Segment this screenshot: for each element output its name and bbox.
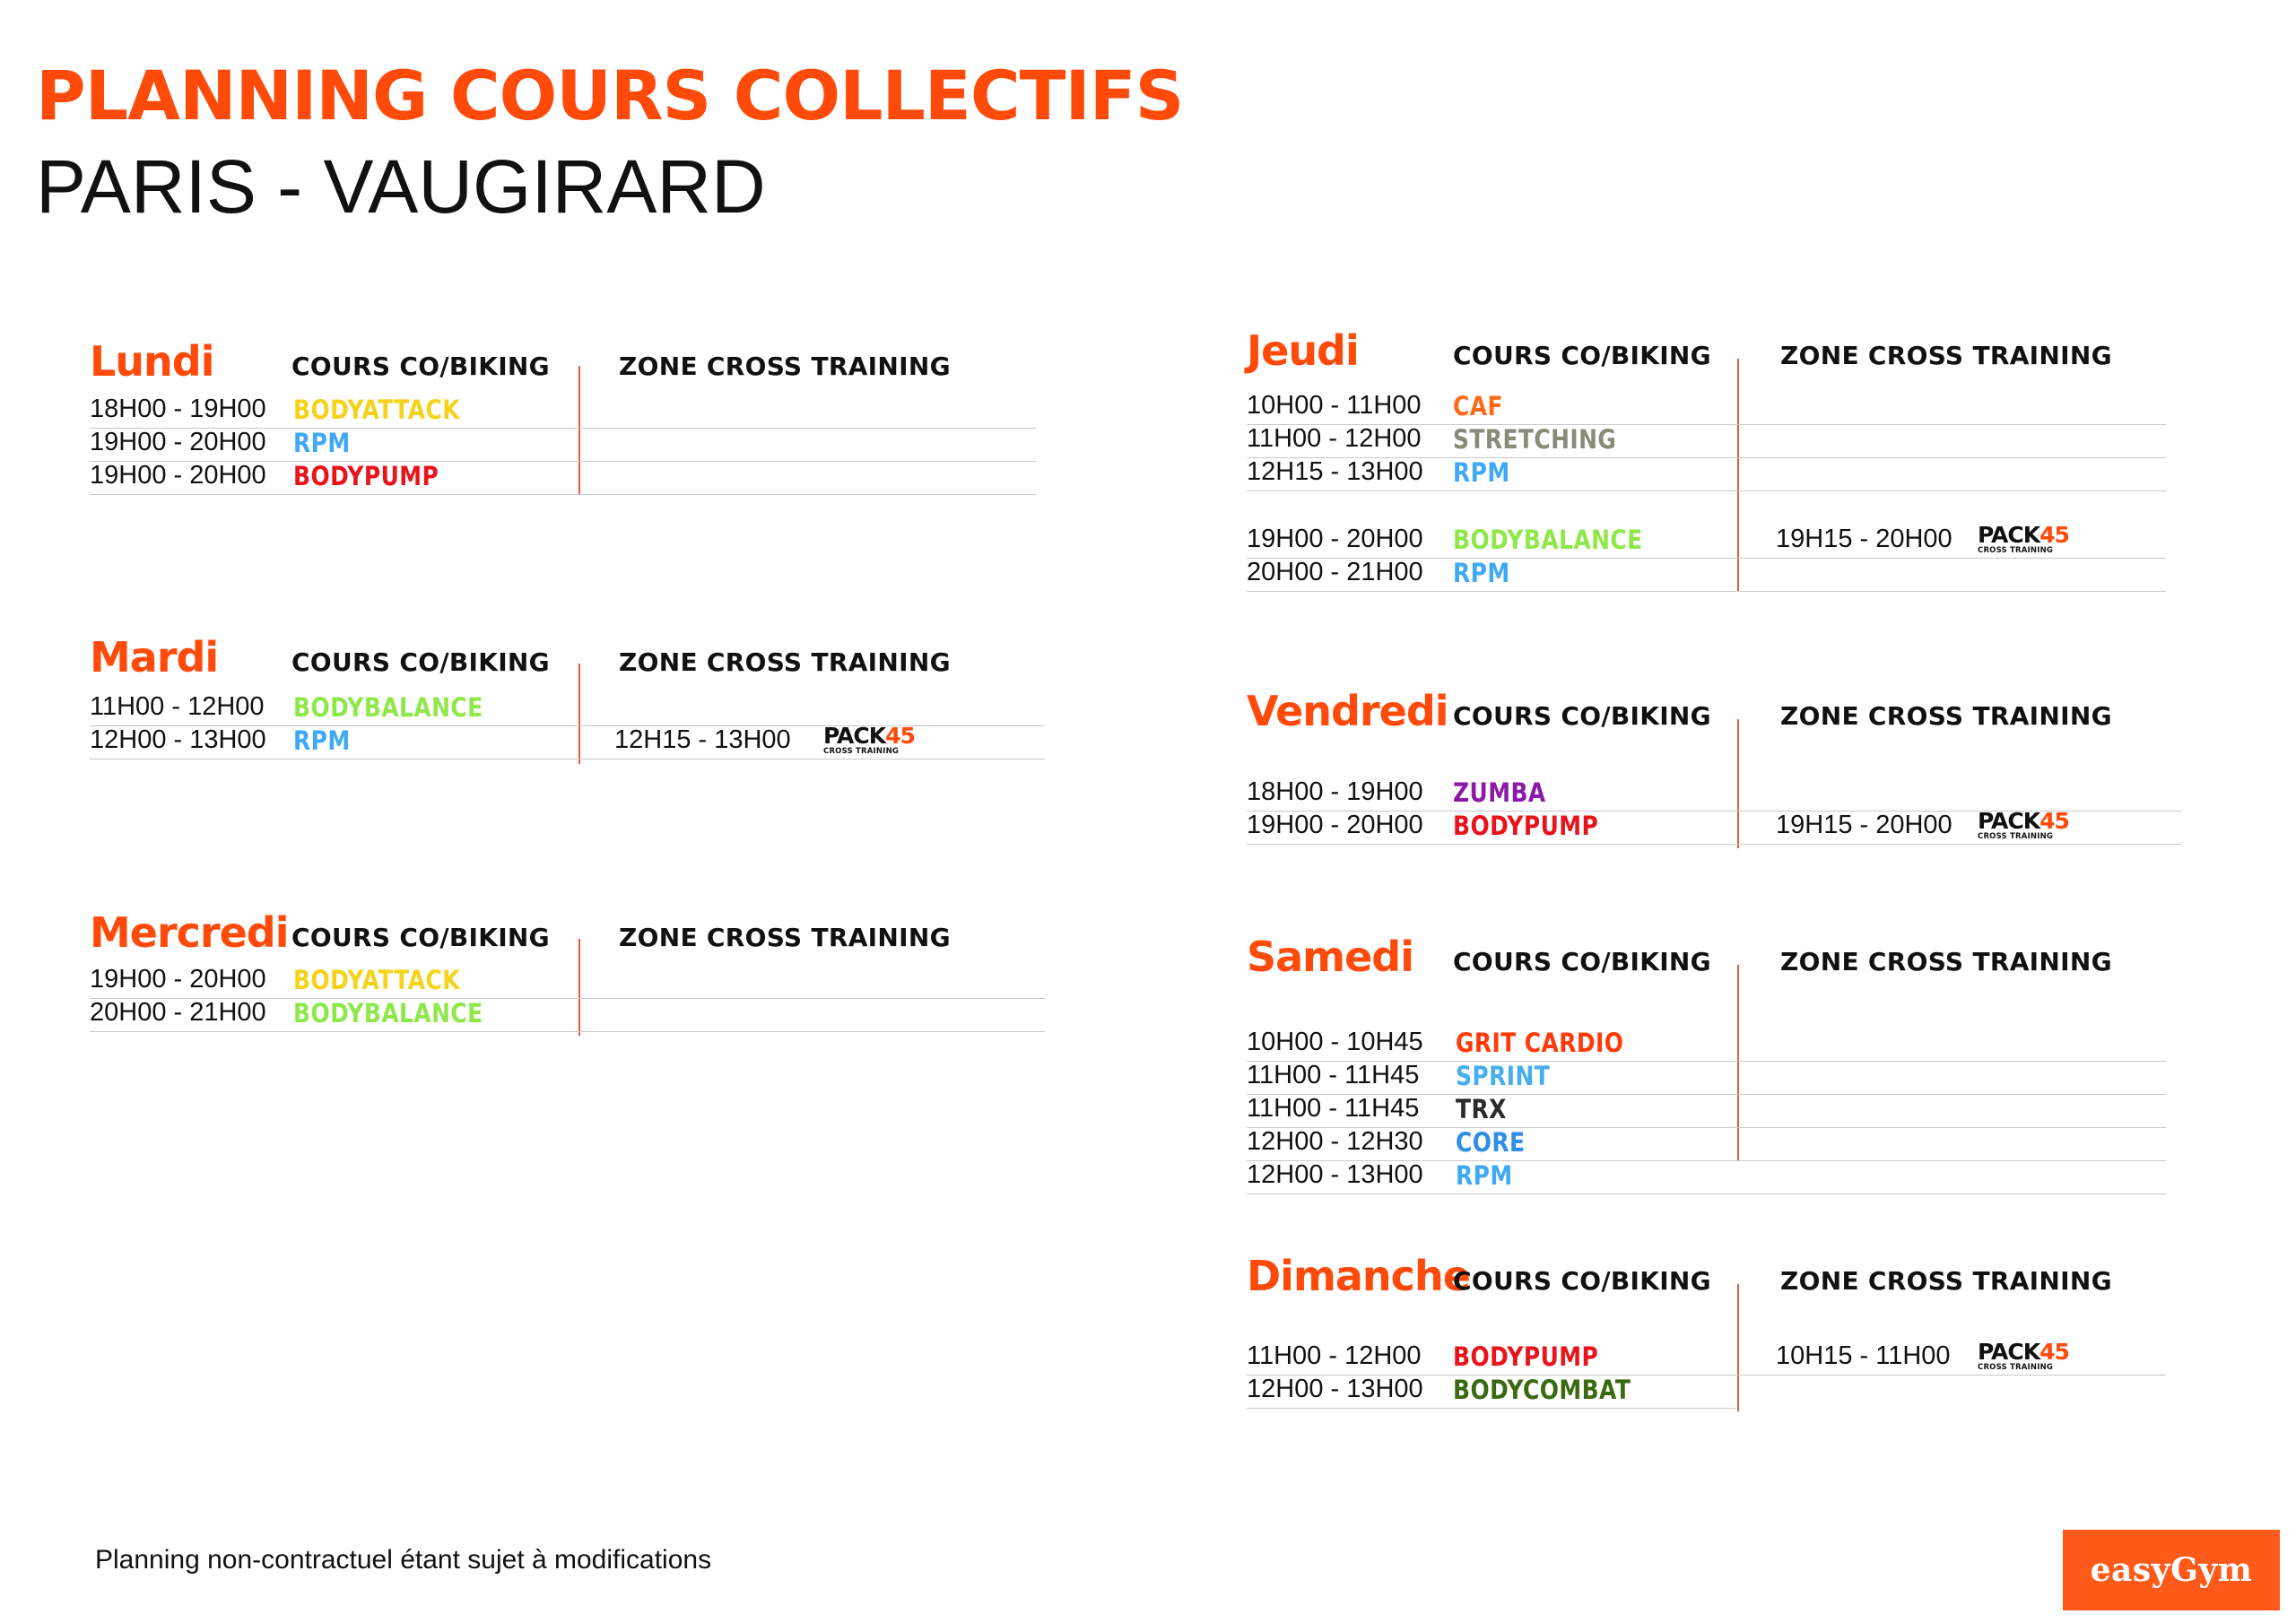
cross-training-time: 10H15 - 11H00: [1776, 1341, 1951, 1370]
time-slot: 12H00 - 13H00: [1247, 1160, 1423, 1189]
cross-training-time: 19H15 - 20H00: [1776, 811, 1952, 839]
logo-text: easyGym: [2090, 1551, 2253, 1589]
course-name: RPM: [1453, 558, 1510, 588]
table-row: [1247, 1061, 2166, 1095]
day-jeudi: [1247, 326, 2170, 595]
day-mercredi: [90, 908, 1049, 1124]
day-vendredi: [1247, 687, 2188, 902]
day-name: Mercredi: [90, 908, 289, 957]
page-title: PLANNING COURS COLLECTIFS: [36, 56, 1184, 135]
course-name: RPM: [293, 428, 351, 458]
time-slot: 19H00 - 20H00: [1247, 525, 1423, 553]
time-slot: 10H00 - 10H45: [1247, 1028, 1423, 1056]
time-slot: 10H00 - 11H00: [1247, 391, 1422, 420]
column-header-cross: ZONE CROSS TRAINING: [619, 647, 951, 677]
table-row: [1247, 1094, 2166, 1128]
column-header-cours: COURS CO/BIKING: [1453, 701, 1711, 731]
course-name: RPM: [1453, 457, 1510, 488]
course-name: STRETCHING: [1453, 424, 1617, 455]
course-name: BODYCOMBAT: [1453, 1375, 1631, 1405]
column-header-cross: ZONE CROSS TRAINING: [1780, 341, 2112, 370]
time-slot: 20H00 - 21H00: [1247, 558, 1423, 586]
table-row: [1247, 522, 2166, 559]
table-row: [90, 461, 1036, 495]
table-row: [1247, 1341, 2166, 1376]
course-name: BODYBALANCE: [1453, 525, 1643, 555]
cross-training-time: 19H15 - 20H00: [1776, 525, 1952, 553]
cross-training-time: 12H15 - 13H00: [614, 725, 791, 754]
column-header-cours: COURS CO/BIKING: [1453, 341, 1711, 370]
easygym-logo[interactable]: [2063, 1530, 2280, 1610]
pack45-logo: PACK45 CROSS TRAINING: [823, 723, 915, 756]
column-header-cours: COURS CO/BIKING: [291, 647, 550, 677]
day-samedi: [1247, 933, 2170, 1191]
time-slot: 11H00 - 11H45: [1247, 1094, 1420, 1123]
column-header-cross: ZONE CROSS TRAINING: [1780, 701, 2112, 731]
course-name: RPM: [1456, 1160, 1513, 1191]
course-name: TRX: [1456, 1094, 1507, 1124]
time-slot: 12H00 - 13H00: [1247, 1375, 1423, 1403]
course-name: CAF: [1453, 391, 1503, 421]
day-lundi: [90, 337, 1040, 552]
column-header-cross: ZONE CROSS TRAINING: [1780, 947, 2112, 976]
table-row: [90, 395, 1036, 429]
day-dimanche: [1247, 1252, 2170, 1467]
time-slot: 12H00 - 13H00: [90, 725, 266, 754]
pack45-logo: PACK45 CROSS TRAINING: [1978, 808, 2069, 841]
table-row: [1247, 424, 2166, 458]
course-name: BODYPUMP: [1453, 811, 1599, 841]
time-slot: 19H00 - 20H00: [90, 461, 266, 490]
course-name: BODYPUMP: [293, 461, 439, 491]
table-row: [90, 998, 1045, 1032]
time-slot: 11H00 - 11H45: [1247, 1061, 1420, 1089]
table-row: [90, 692, 1045, 726]
column-header-cross: ZONE CROSS TRAINING: [619, 352, 951, 381]
time-slot: 18H00 - 19H00: [90, 395, 266, 423]
table-row: [1247, 1127, 2166, 1161]
table-row: [1247, 808, 2181, 845]
course-name: BODYATTACK: [293, 395, 461, 425]
time-slot: 19H00 - 20H00: [90, 428, 266, 456]
course-name: BODYBALANCE: [293, 692, 483, 723]
column-header-cross: ZONE CROSS TRAINING: [1780, 1266, 2112, 1296]
disclaimer-note: Planning non-contractuel étant sujet à modifications: [95, 1545, 712, 1575]
table-row: [1247, 1375, 1735, 1409]
table-row: [90, 965, 1045, 999]
day-name: Mardi: [90, 633, 219, 681]
course-name: CORE: [1456, 1127, 1526, 1158]
day-name: Dimanche: [1247, 1252, 1470, 1300]
time-slot: 11H00 - 12H00: [1247, 424, 1422, 453]
table-row: [1247, 457, 2166, 491]
column-header-cours: COURS CO/BIKING: [1453, 1266, 1711, 1296]
course-name: ZUMBA: [1453, 777, 1546, 808]
day-name: Jeudi: [1247, 326, 1359, 375]
time-slot: 12H00 - 12H30: [1247, 1127, 1423, 1156]
table-row: [90, 725, 1045, 759]
time-slot: 20H00 - 21H00: [90, 998, 266, 1027]
column-header-cours: COURS CO/BIKING: [291, 923, 550, 952]
table-row: [1247, 1160, 2166, 1194]
table-row: [1247, 1028, 2166, 1062]
table-row: [1247, 777, 2181, 812]
day-mardi: [90, 633, 1049, 848]
pack45-logo: PACK45 CROSS TRAINING: [1978, 522, 2069, 555]
course-name: BODYATTACK: [293, 965, 461, 995]
day-name: Vendredi: [1247, 687, 1448, 735]
course-name: BODYBALANCE: [293, 998, 483, 1028]
day-name: Samedi: [1247, 933, 1413, 981]
time-slot: 12H15 - 13H00: [1247, 457, 1423, 486]
time-slot: 11H00 - 12H00: [90, 692, 265, 721]
column-header-cours: COURS CO/BIKING: [1453, 947, 1711, 976]
column-header-cross: ZONE CROSS TRAINING: [619, 923, 951, 952]
course-name: SPRINT: [1456, 1061, 1551, 1091]
column-header-cours: COURS CO/BIKING: [291, 352, 550, 381]
page-subtitle: PARIS - VAUGIRARD: [36, 144, 766, 229]
time-slot: 19H00 - 20H00: [90, 965, 266, 994]
course-name: RPM: [293, 725, 351, 756]
time-slot: 19H00 - 20H00: [1247, 811, 1423, 839]
table-row: [1247, 391, 2166, 425]
time-slot: 11H00 - 12H00: [1247, 1341, 1422, 1370]
table-row: [1247, 558, 2166, 592]
pack45-logo: PACK45 CROSS TRAINING: [1978, 1339, 2069, 1372]
course-name: GRIT CARDIO: [1456, 1028, 1624, 1058]
course-name: BODYPUMP: [1453, 1341, 1599, 1372]
table-row: [90, 428, 1036, 462]
day-name: Lundi: [90, 337, 214, 386]
time-slot: 18H00 - 19H00: [1247, 777, 1423, 806]
